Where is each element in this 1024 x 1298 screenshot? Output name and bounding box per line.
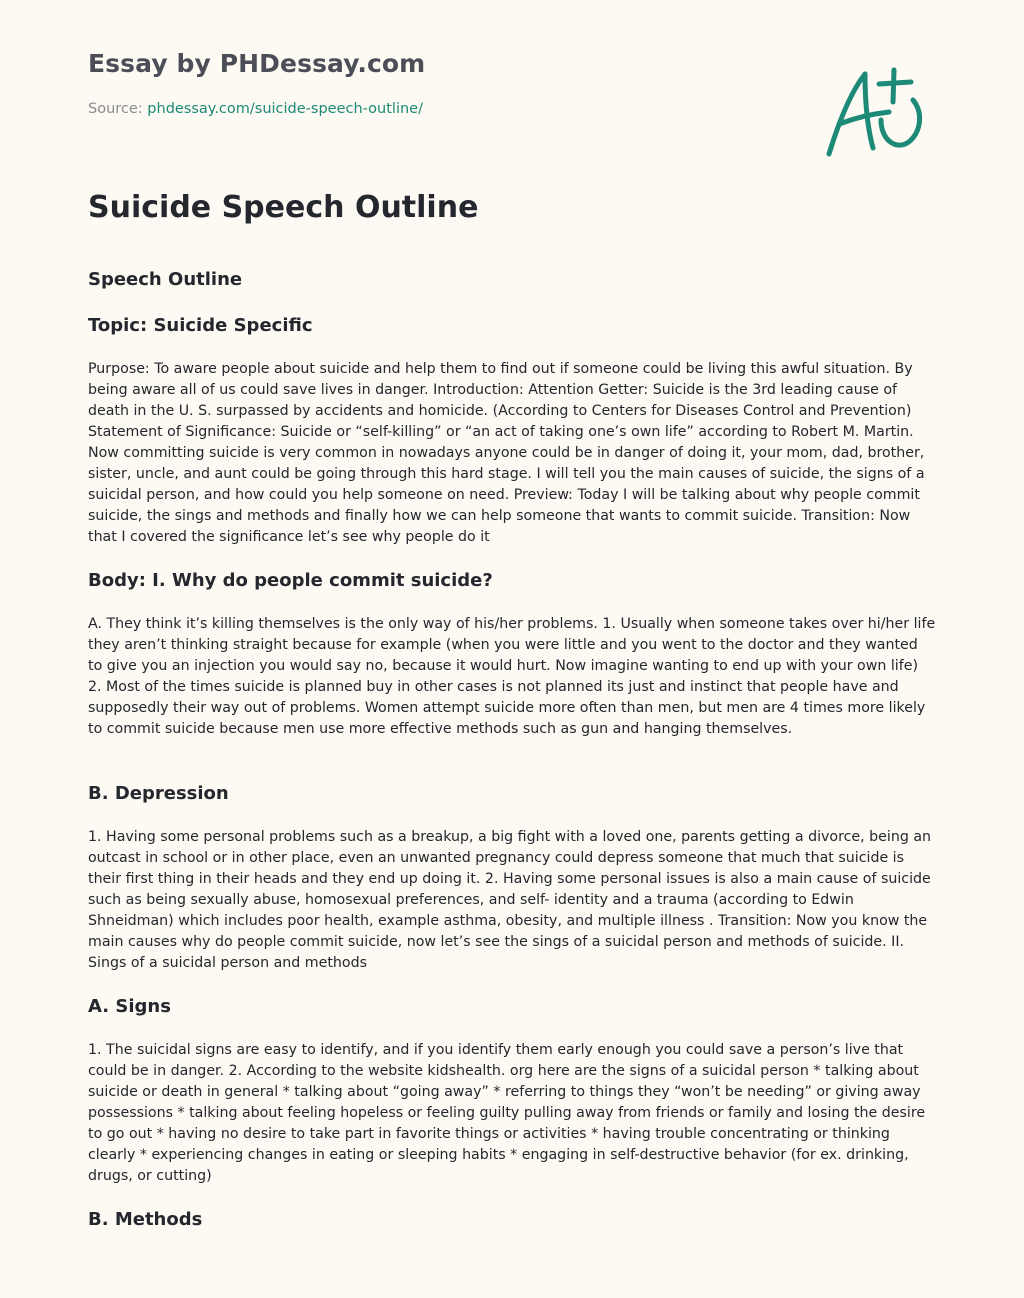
source-line (88, 101, 423, 117)
section-heading-signs: A. Signs (88, 996, 171, 1017)
section-heading-body-why: Body: I. Why do people commit suicide? (88, 570, 493, 591)
paragraph-depression: 1. Having some personal problems such as a breakup, a big fight with a loved one, parents getting a divorce, being an outcast in school or in other place, even an unwanted pregnancy could depress someone that much that suicide is their first thing in their heads and they end up doing it. 2. Having some personal issues is also a main cause of suicide such as being sexually abuse, homosexual preferences, and self- identity and a trauma (according to Edwin Shneidman) which includes poor health, example asthma, obesity, and multiple illness . Transition: Now you know the main causes why do people commit suicide, now let’s see the sings of a suicidal person and methods of suicide. II. Sings of a suicidal person and methods (88, 829, 932, 971)
essay-title: Suicide Speech Outline (88, 190, 479, 225)
section-heading-speech-outline: Speech Outline (88, 269, 243, 290)
section-heading-topic: Topic: Suicide Specific (88, 315, 313, 336)
source-label: Source: (88, 101, 143, 117)
paragraph-signs: 1. The suicidal signs are easy to identify, and if you identify them early enough you could save a person’s live that could be in danger. 2. According to the website kidshealth. org here are the signs of a suicidal person * talking about suicide or death in general * talking about “going away” * referring to things they “won’t be needing” or giving away possessions * talking about feeling hopeless or feeling guilty pulling away from friends or family and losing the desire to go out * having no desire to take part in favorite things or activities * having trouble concentrating or thinking clearly * experiencing changes in eating or sleeping habits * engaging in self-destructive behavior (for ex. drinking, drugs, or cutting) (88, 1042, 926, 1184)
paragraph-body-why: A. They think it’s killing themselves is the only way of his/her problems. 1. Usually when someone takes over hi/her life they aren’t thinking straight because for example (when you were little and you went to the doctor and they wanted to give you an injection you would say no, because it would hurt. Now imagine wanting to end up with your own life) 2. Most of the times suicide is planned buy in other cases is not planned its just and instinct that people have and supposedly their way out of problems. Women attempt suicide more often than men, but men are 4 times more likely to commit suicide because men use more effective methods such as gun and hanging themselves. (88, 616, 936, 737)
a-plus-logo-icon (823, 62, 935, 166)
paragraph-topic: Purpose: To aware people about suicide and help them to find out if someone could be living this awful situation. By being aware all of us could save lives in danger. Introduction: Attention Getter: Suicide is the 3rd leading cause of death in the U. S. surpassed by accidents and homicide. (According to Centers for Diseases Control and Prevention) Statement of Significance: Suicide or “self-killing” or “an act of taking one’s own life” according to Robert M. Martin. Now committing suicide is very common in nowadays anyone could be in danger of doing it, your mom, dad, brother, sister, uncle, and aunt could be going through this hard stage. I will tell you the main causes of suicide, the signs of a suicidal person, and how could you help someone on need. Preview: Today I will be talking about why people commit suicide, the sings and methods and finally how we can help someone that wants to commit suicide. Transition: Now that I covered the significance let’s see why people do it (88, 361, 925, 545)
source-link[interactable]: phdessay.com/suicide-speech-outline/ (147, 101, 423, 117)
section-heading-depression: B. Depression (88, 783, 229, 804)
site-brand: Essay by PHDessay.com (88, 49, 426, 78)
section-heading-methods: B. Methods (88, 1209, 203, 1230)
